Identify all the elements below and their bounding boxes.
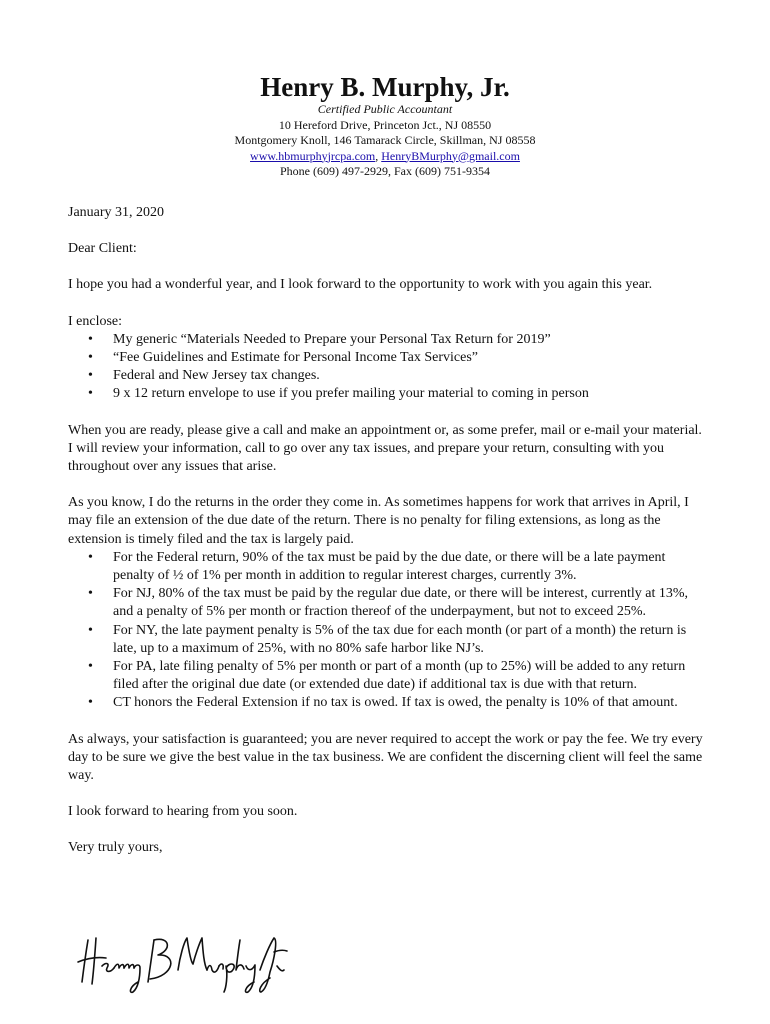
list-item: • My generic “Materials Needed to Prepare your Personal Tax Return for 2019” — [68, 331, 708, 349]
letter-date: January 31, 2020 — [68, 205, 165, 220]
link-separator: , — [375, 148, 382, 163]
penalty-list — [68, 549, 708, 713]
bullet-icon: • — [88, 695, 93, 711]
enclosure-list — [68, 331, 708, 404]
satisfaction-paragraph: As always, your satisfaction is guaranteed; you are never required to accept the work or pay the fee. We try every day to be sure we give the best value in the tax business. We are confident the discerning client will feel the same way. — [68, 731, 703, 784]
order-paragraph: As you know, I do the returns in the order they come in. As sometimes happens for work that arrives in April, I may file an extension of the due date of the return. There is no penalty for filing extensions, as long as the extension is timely filed and the tax is largely paid. — [68, 495, 689, 547]
handwritten-signature — [74, 930, 294, 994]
bullet-icon: • — [88, 622, 93, 638]
contact-links — [0, 149, 770, 165]
bullet-icon: • — [88, 331, 93, 347]
signoff: Very truly yours, — [68, 840, 163, 856]
list-item: • 9 x 12 return envelope to use if you prefer mailing your material to coming in person — [68, 385, 708, 403]
bullet-icon: • — [88, 549, 93, 565]
intro-paragraph: I hope you had a wonderful year, and I look forward to the opportunity to work with you again this year. — [68, 277, 653, 293]
list-item: • For PA, late filing penalty of 5% per month or part of a month (up to 25%) will be added to any return filed after the original due date (or extended due date) if additional tax is due with that return. — [88, 659, 686, 693]
bullet-icon: • — [88, 586, 93, 602]
list-item: • For the Federal return, 90% of the tax must be paid by the due date, or there will be a late payment penalty of ½ of 1% per month in addition to regular interest charges, currently 3%. — [88, 549, 666, 584]
sender-title: Certified Public Accountant — [317, 102, 453, 116]
bullet-icon: • — [88, 350, 93, 366]
phone-fax-line: Phone (609) 497-2929, Fax (609) 751-9354 — [280, 164, 490, 178]
address-line-1: 10 Hereford Drive, Princeton Jct., NJ 08550 — [278, 117, 492, 132]
website-link[interactable]: www.hbmurphyjrcpa.com — [250, 148, 376, 163]
closing-line: I look forward to hearing from you soon. — [68, 804, 298, 820]
list-item: • For NY, the late payment penalty is 5% of the tax due for each month (or part of a month) the return is late, up to a maximum of 25%, with no 80% safe harbor like NJ’s. — [88, 622, 687, 656]
list-item: • “Fee Guidelines and Estimate for Personal Income Tax Services” — [68, 349, 708, 367]
bullet-icon: • — [88, 386, 93, 402]
letter-body — [68, 204, 708, 858]
salutation: Dear Client: — [68, 241, 137, 257]
bullet-icon: • — [88, 368, 93, 384]
enclose-heading: I enclose: — [68, 313, 123, 329]
list-item: • Federal and New Jersey tax changes. — [68, 367, 708, 385]
bullet-icon: • — [88, 659, 93, 675]
list-item: • For NJ, 80% of the tax must be paid by the regular due date, or there will be interest, currently at 13%, and a penalty of 5% per month or fraction thereof of the underpayment, but not to exceed 25%. — [88, 586, 688, 620]
letterhead — [0, 72, 770, 180]
sender-name: Henry B. Murphy, Jr. — [260, 72, 510, 102]
list-item: • CT honors the Federal Extension if no tax is owed. If tax is owed, the penalty is 10% of that amount. — [68, 694, 708, 712]
ready-paragraph: When you are ready, please give a call and make an appointment or, as some prefer, mail or e-mail your material. I will review your information, call to go over any tax issues, and prepare your return, consulting with you throughout over any issues that arise. — [68, 422, 702, 475]
address-line-2: Montgomery Knoll, 146 Tamarack Circle, Skillman, NJ 08558 — [234, 133, 536, 147]
email-link[interactable]: HenryBMurphy@gmail.com — [381, 148, 520, 163]
